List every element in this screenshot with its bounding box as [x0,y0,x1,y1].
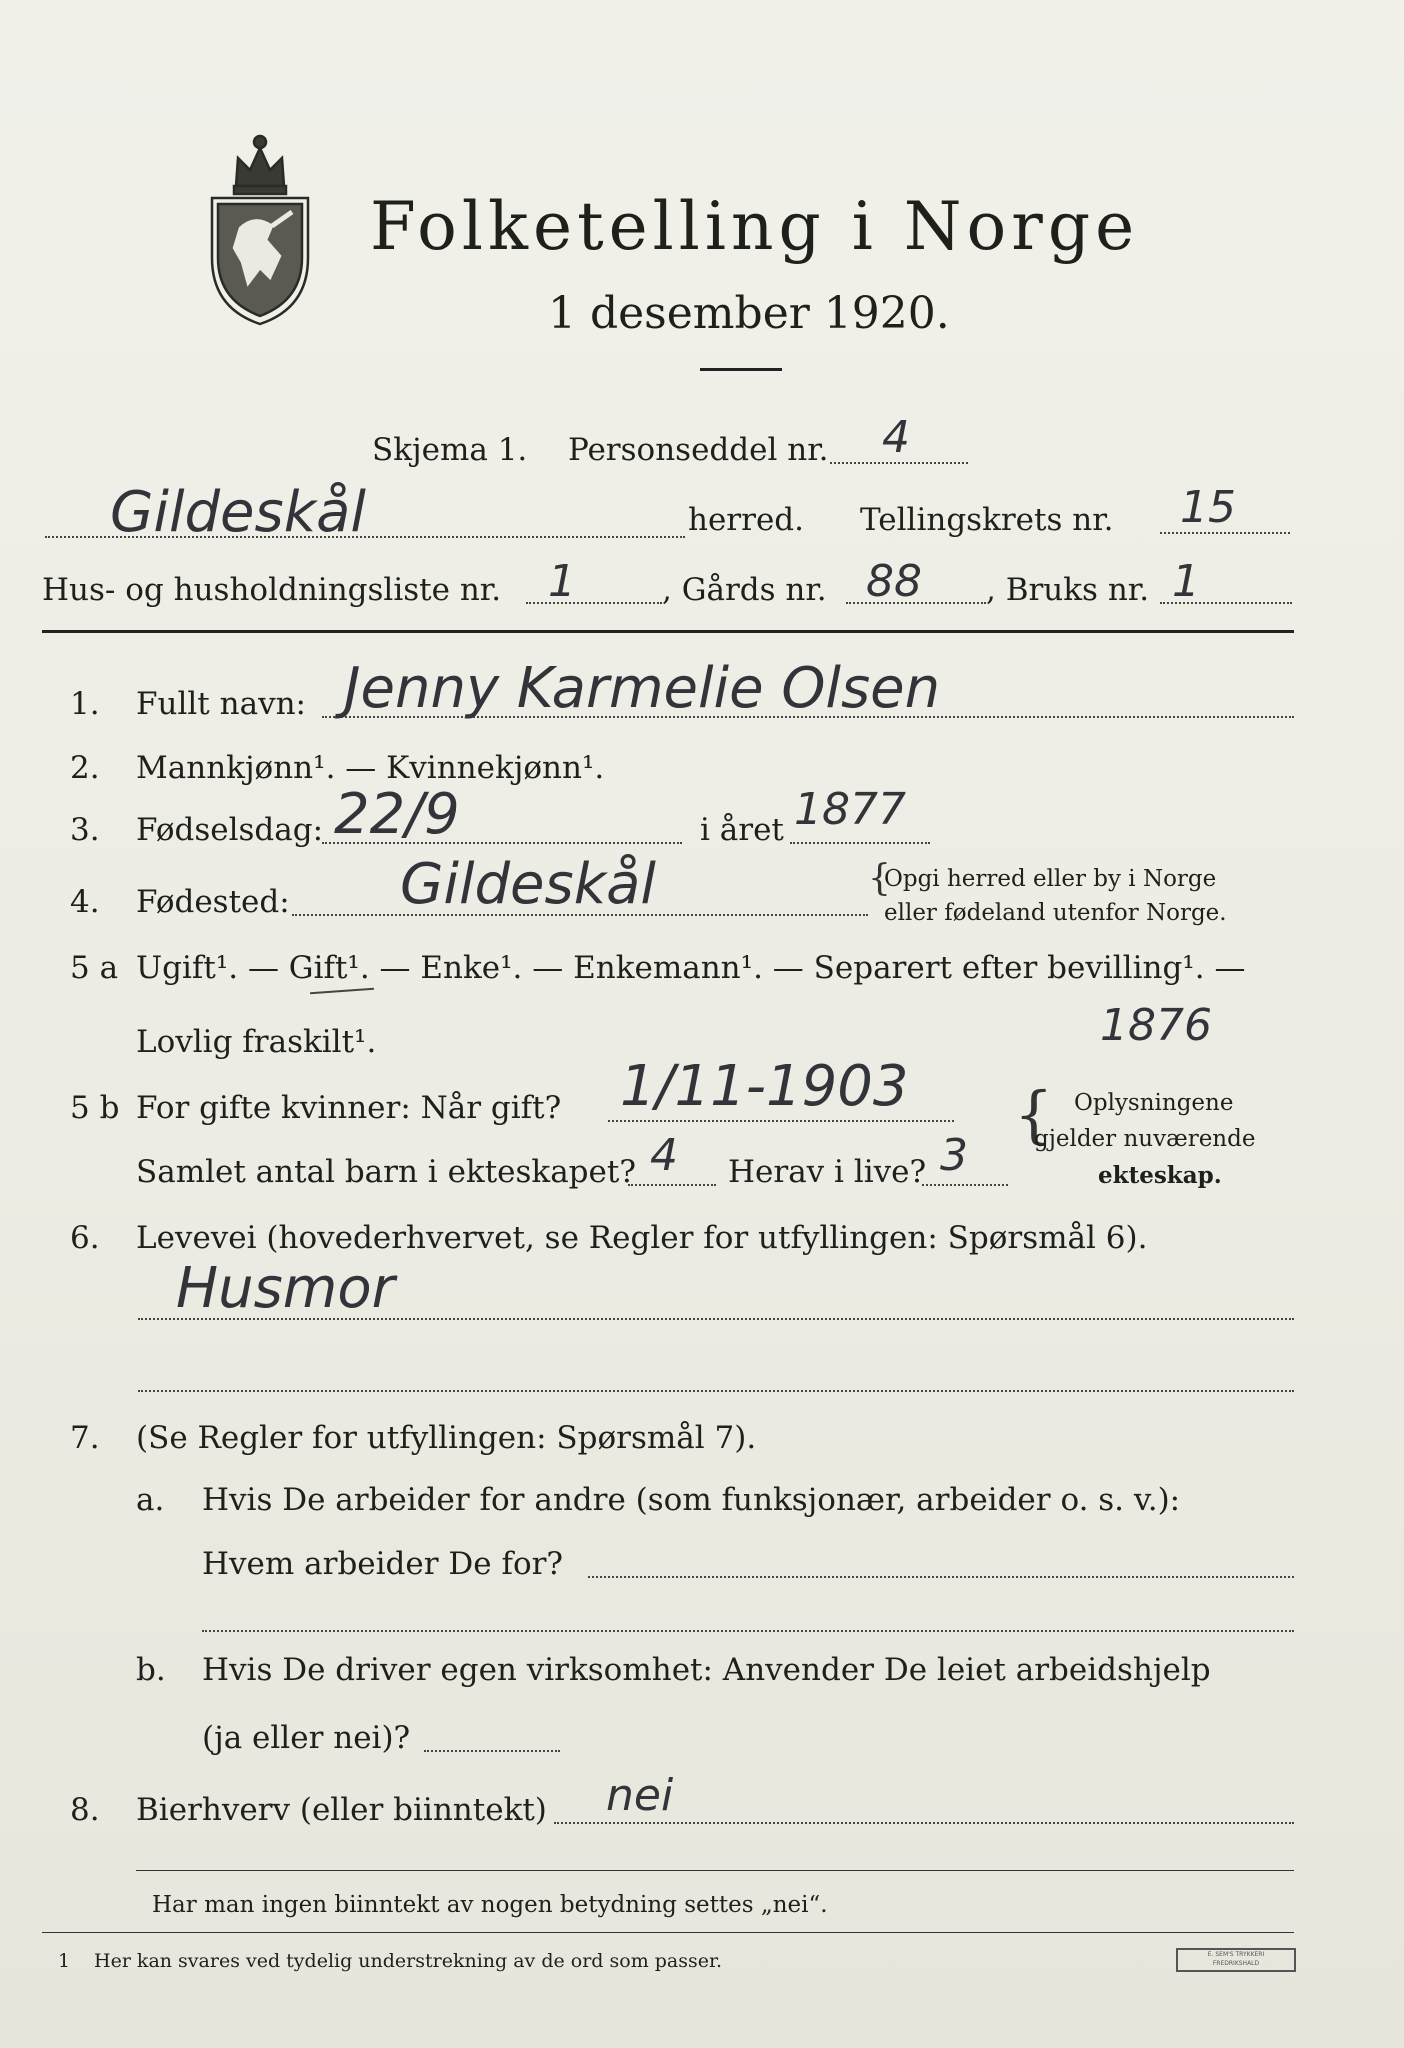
q5b-number: 5 b [70,1090,120,1126]
tellingskrets-value[interactable]: 15 [1180,482,1236,533]
q5b-alive-label: Herav i live? [728,1154,927,1190]
q3-year-label: i året [700,812,784,848]
form-title: Folketelling i Norge [370,188,1140,265]
hus-label: Hus- og husholdningsliste nr. [42,572,502,608]
hus-value[interactable]: 1 [548,556,576,607]
q7a-letter: a. [136,1482,165,1518]
q2-label: Mannkjønn¹. — Kvinnekjønn¹. [136,750,605,786]
q6-number: 6. [70,1220,100,1256]
section-divider [42,630,1294,633]
footer-divider [136,1870,1294,1871]
q1-label: Fullt navn: [136,686,306,722]
q7a-label: Hvis De arbeider for andre (som funksjonær, arbeider o. s. v.): [202,1482,1181,1518]
q6-line-2 [138,1390,1294,1392]
gards-label: , Gårds nr. [662,572,827,608]
q3-value[interactable]: 22/9 [334,782,460,847]
herred-value[interactable]: Gildeskål [110,480,366,545]
q5b-children-value[interactable]: 4 [650,1130,678,1181]
q6-label: Levevei (hovederhvervet, se Regler for utfyllingen: Spørsmål 6). [136,1220,1148,1256]
q5b-alive-line [922,1184,1008,1186]
q8-line [554,1822,1294,1824]
q2-number: 2. [70,750,100,786]
tellingskrets-label: Tellingskrets nr. [860,502,1114,538]
q7b-label: Hvis De driver egen virksomhet: Anvender De leiet arbeidshjelp [202,1652,1211,1688]
q3-label: Fødselsdag: [136,812,324,848]
q4-brace: { [868,858,891,899]
q4-value[interactable]: Gildeskål [400,852,656,917]
q7-number: 7. [70,1420,100,1456]
q5a-label-2: Lovlig fraskilt¹. [136,1024,377,1060]
q4-note-1: Opgi herred eller by i Norge [884,866,1217,892]
q5b-brace: { [1014,1078,1054,1151]
q7a-line-2 [202,1630,1294,1632]
q8-label: Bierhverv (eller biinntekt) [136,1792,547,1828]
q5b-children-line [628,1184,716,1186]
herred-label: herred. [688,502,804,538]
hus-line [526,602,662,604]
q7a-label-2: Hvem arbeider De for? [202,1546,564,1582]
q3-number: 3. [70,812,100,848]
q5a-number: 5 a [70,950,119,986]
gards-value[interactable]: 88 [866,556,922,607]
q5b-label: For gifte kvinner: Når gift? [136,1090,562,1126]
footnote-mark: 1 [58,1950,71,1972]
q4-label: Fødested: [136,884,290,920]
bruks-value[interactable]: 1 [1172,556,1200,607]
coat-of-arms-icon [200,128,320,328]
q5b-children-label: Samlet antal barn i ekteskapet? [136,1154,636,1190]
q7-label: (Se Regler for utfyllingen: Spørsmål 7). [136,1420,757,1456]
q3-year-line [790,842,930,844]
footnote-text: Her kan svares ved tydelig understrekning av de ord som passer. [94,1950,723,1972]
stamp-line-1: E. SEM'S TRYKKERI [1207,1951,1265,1958]
q8-value[interactable]: nei [606,1770,674,1821]
q7a-line-1 [588,1576,1294,1578]
q6-value[interactable]: Husmor [176,1256,395,1321]
bruks-label: , Bruks nr. [986,572,1150,608]
printer-stamp [1176,1948,1296,1972]
q5b-note-3: ekteskap. [1098,1162,1222,1189]
schema-label: Skjema 1. [372,432,528,468]
q5b-alive-value[interactable]: 3 [940,1130,968,1181]
q4-note-2: eller fødeland utenfor Norge. [884,900,1227,926]
q1-value[interactable]: Jenny Karmelie Olsen [344,656,941,721]
q5b-line [608,1120,954,1122]
q5b-value[interactable]: 1/11-1903 [620,1054,909,1119]
footnote-divider [42,1932,1294,1933]
footer-note: Har man ingen biinntekt av nogen betydning settes „nei“. [152,1892,828,1918]
q3-year-value[interactable]: 1877 [794,784,906,835]
q5b-note-1: Oplysningene [1074,1090,1234,1116]
q4-number: 4. [70,884,100,920]
q5b-note-2: gjelder nuværende [1034,1126,1256,1152]
title-divider [700,368,782,371]
q5b-extra-value[interactable]: 1876 [1100,1000,1212,1051]
census-date: 1 desember 1920. [548,288,950,339]
q5a-gift-underline [310,988,374,994]
personseddel-label: Personseddel nr. [568,432,829,468]
q1-number: 1. [70,686,100,722]
q7b-line [424,1750,560,1752]
q8-number: 8. [70,1792,100,1828]
q7b-label-2: (ja eller nei)? [202,1720,411,1756]
personseddel-value[interactable]: 4 [882,412,910,463]
q7b-letter: b. [136,1652,166,1688]
stamp-line-2: FREDRIKSHALD [1212,1960,1260,1967]
q5a-label: Ugift¹. — Gift¹. — Enke¹. — Enkemann¹. — Separert efter bevilling¹. — [136,950,1246,986]
